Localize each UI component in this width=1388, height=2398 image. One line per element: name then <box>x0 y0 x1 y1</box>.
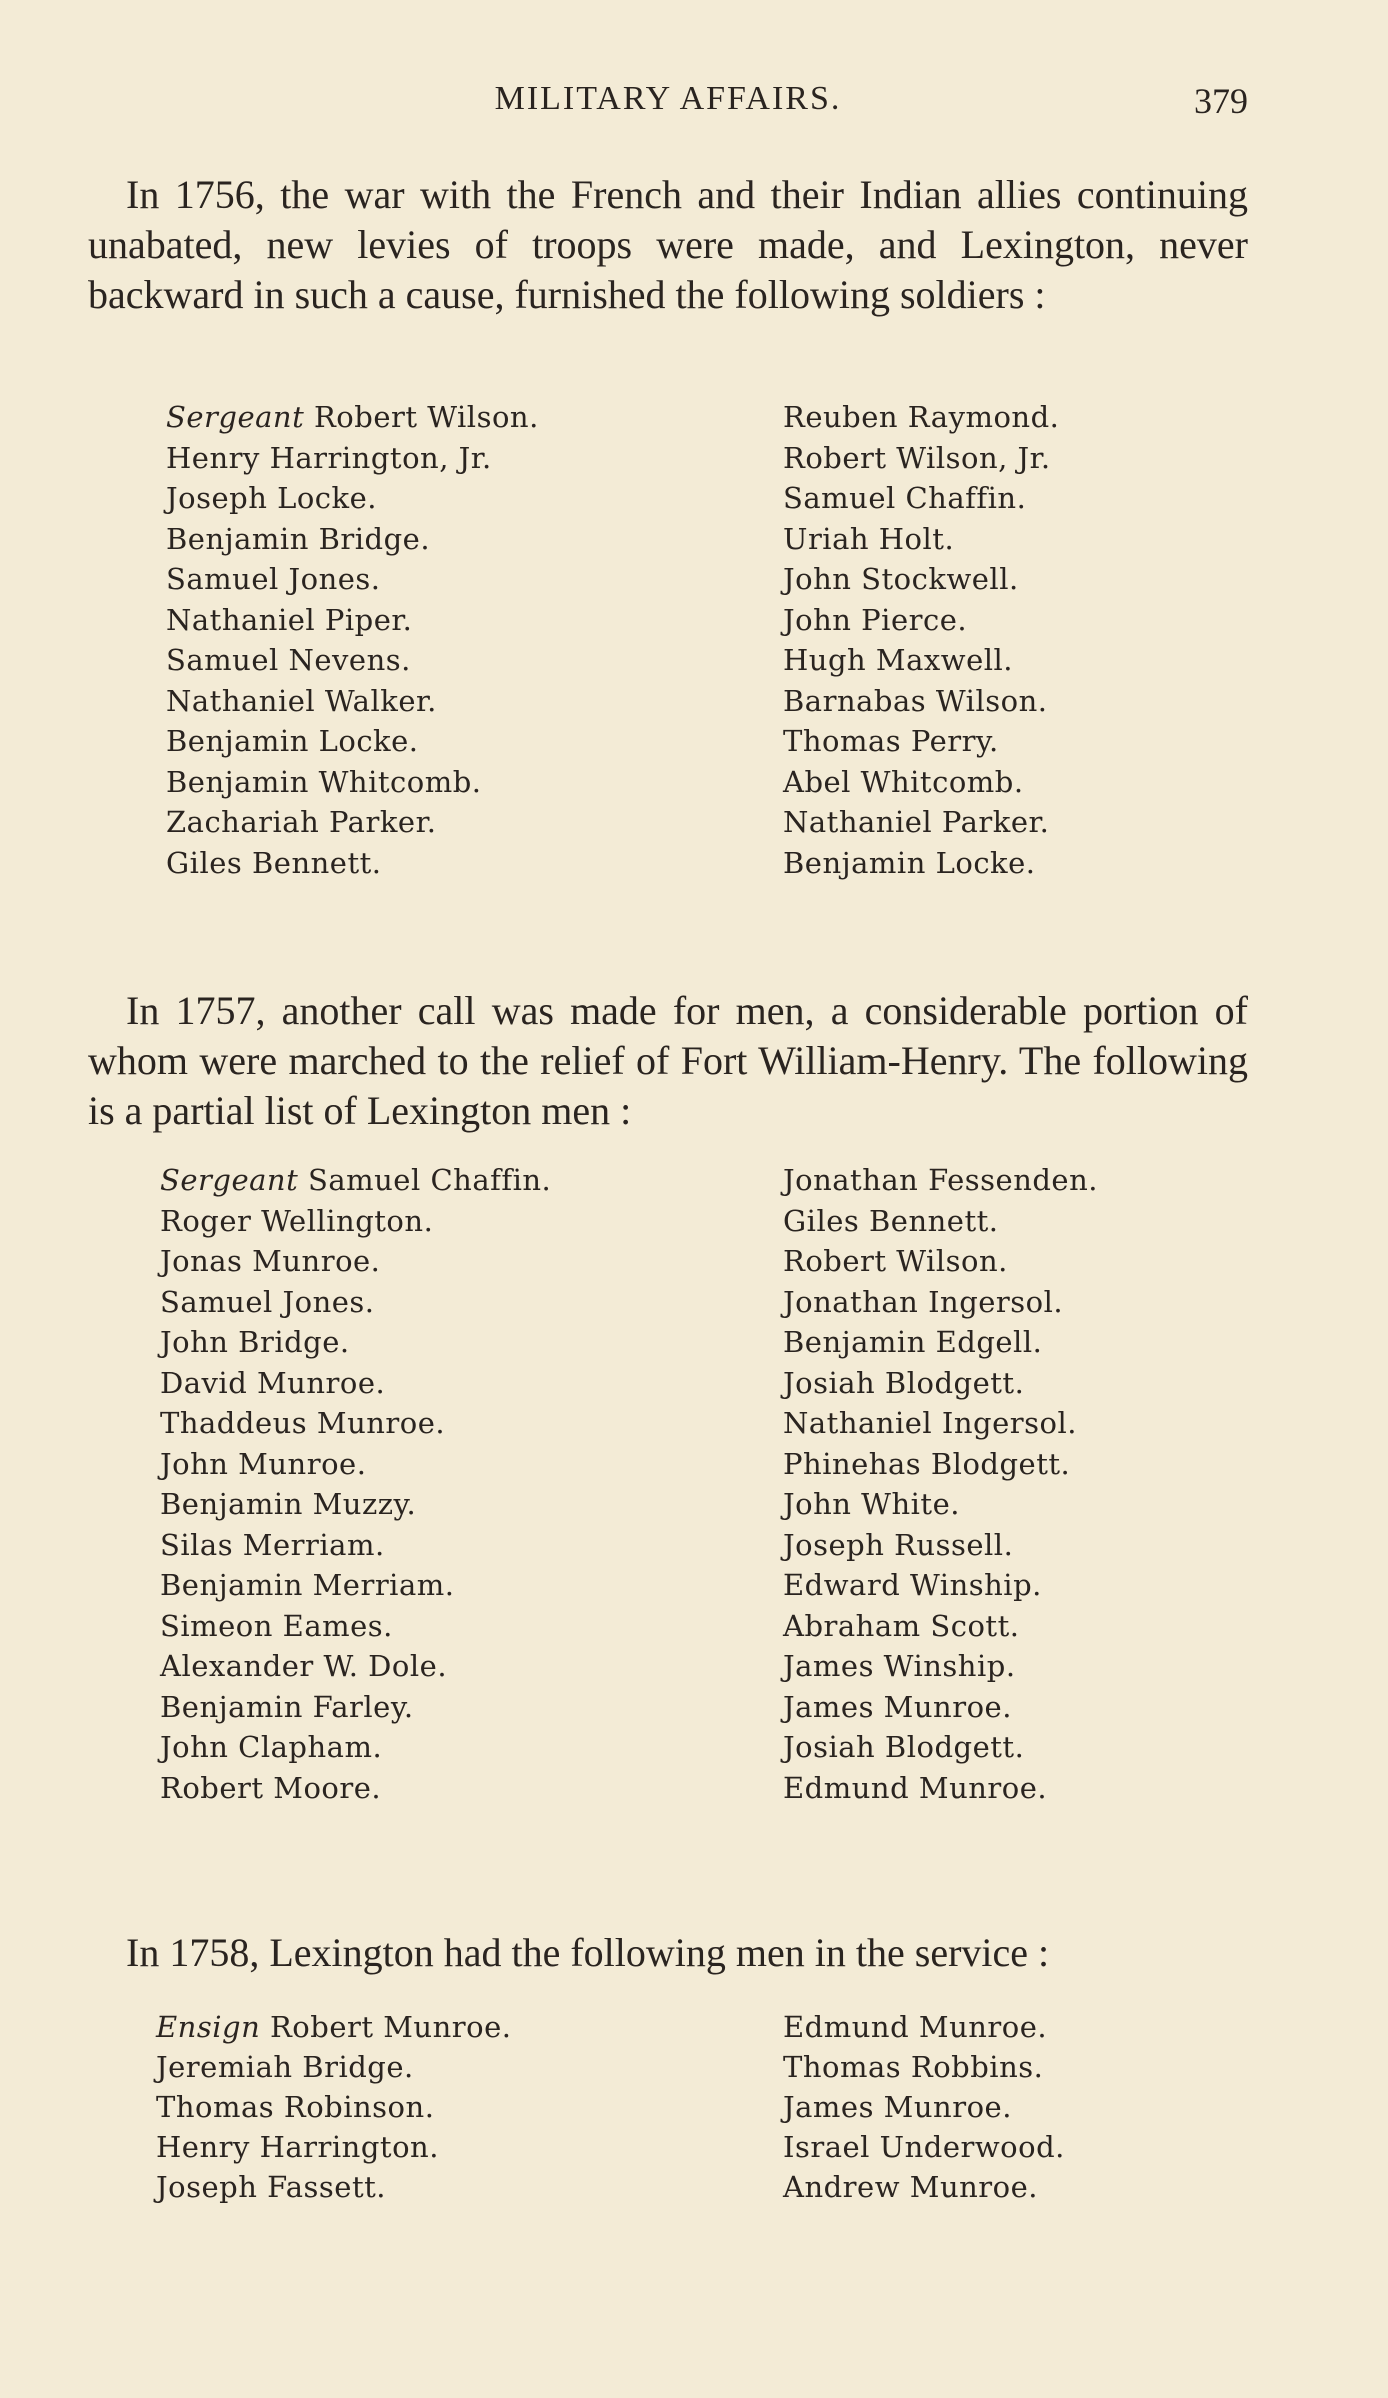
paragraph-1758: In 1758, Lexington had the following men in the service : <box>126 1930 1050 1975</box>
soldier-entry <box>166 643 726 684</box>
soldier-name: Alexander W. Dole. <box>160 1649 448 1683</box>
soldier-entry <box>160 1163 720 1204</box>
soldier-entry <box>160 1447 720 1488</box>
soldier-name: Josiah Blodgett. <box>783 1730 1025 1764</box>
soldier-name: Robert Wilson. <box>313 400 539 434</box>
roster-right-column <box>783 400 1343 886</box>
soldier-name: Joseph Locke. <box>166 481 378 515</box>
soldier-name: Uriah Holt. <box>783 521 955 556</box>
soldier-name: Thomas Perry. <box>783 724 999 758</box>
soldier-name: Silas Merriam. <box>160 1527 385 1562</box>
roster-left-column <box>160 1163 720 1811</box>
soldier-entry <box>160 1285 720 1326</box>
soldier-name: James Winship. <box>783 1649 1016 1683</box>
soldier-name: Henry Harrington, Jr. <box>166 440 492 475</box>
soldier-name: Samuel Nevens. <box>166 643 411 677</box>
soldier-name: Josiah Blodgett. <box>783 1365 1025 1400</box>
soldier-name: John White. <box>783 1487 960 1521</box>
running-title: MILITARY AFFAIRS. <box>494 80 842 117</box>
soldier-name: Benjamin Farley. <box>160 1689 414 1724</box>
soldier-name: Abraham Scott. <box>783 1608 1020 1643</box>
soldier-entry <box>160 1487 720 1528</box>
roster-left-column <box>156 2010 716 2210</box>
soldier-entry <box>156 2170 716 2210</box>
soldier-name: Barnabas Wilson. <box>783 683 1048 718</box>
soldier-name: Jonathan Ingersol. <box>783 1284 1064 1319</box>
soldier-name: Robert Wilson, Jr. <box>783 440 1051 475</box>
paragraph-1757: In 1757, another call was made for men, a considerable portion of whom were marched to the relief of Fort William-Henry. The following is a partial list of Lexington men : <box>88 988 1248 1133</box>
soldier-entry <box>166 400 726 441</box>
soldier-name: James Munroe. <box>783 2090 1012 2124</box>
soldier-name: Simeon Eames. <box>160 1608 393 1643</box>
soldier-entry <box>166 846 726 887</box>
soldier-entry <box>166 481 726 522</box>
soldier-name: John Pierce. <box>783 602 968 637</box>
soldier-name: Joseph Fassett. <box>156 2170 386 2204</box>
soldier-entry <box>166 603 726 644</box>
soldier-entry <box>166 441 726 482</box>
soldier-entry <box>156 2050 716 2090</box>
soldier-name: Thomas Robbins. <box>783 2050 1044 2084</box>
soldier-entry <box>160 1771 720 1812</box>
paragraph-1756: In 1756, the war with the French and their Indian allies continuing unabated, new levies of troops were made, and Lexington, never backward in such a cause, furnished the following soldiers : <box>88 172 1248 317</box>
soldier-entry <box>160 1406 720 1447</box>
soldier-name: Benjamin Whitcomb. <box>166 764 482 799</box>
soldier-name: Samuel Chaffin. <box>307 1163 552 1197</box>
soldier-name: Thaddeus Munroe. <box>160 1406 446 1440</box>
soldier-entry <box>166 765 726 806</box>
soldier-name: John Munroe. <box>160 1446 367 1481</box>
soldier-entry <box>160 1366 720 1407</box>
soldier-name: Jeremiah Bridge. <box>156 2050 414 2084</box>
page-header <box>88 80 1248 140</box>
soldier-name: Edward Winship. <box>783 1568 1042 1602</box>
soldier-name: Benjamin Muzzy. <box>160 1487 417 1521</box>
soldier-name: Benjamin Merriam. <box>160 1568 455 1602</box>
soldier-name: Nathaniel Ingersol. <box>783 1406 1077 1440</box>
soldier-entry <box>166 684 726 725</box>
soldier-name: Nathaniel Parker. <box>783 805 1050 839</box>
soldier-name: David Munroe. <box>160 1365 386 1400</box>
soldier-name: Zachariah Parker. <box>166 805 437 839</box>
soldier-entry <box>160 1730 720 1771</box>
soldier-name: Samuel Jones. <box>166 562 381 596</box>
soldier-entry <box>166 724 726 765</box>
soldier-name: Robert Munroe. <box>269 2010 512 2044</box>
soldier-name: Joseph Russell. <box>783 1527 1014 1562</box>
soldier-name: Abel Whitcomb. <box>783 764 1024 799</box>
soldier-entry <box>166 522 726 563</box>
soldier-name: John Clapham. <box>160 1730 383 1764</box>
soldier-entry <box>156 2090 716 2130</box>
soldier-entry <box>160 1528 720 1569</box>
soldier-rank: Sergeant <box>160 1163 299 1197</box>
soldier-name: Benjamin Locke. <box>783 845 1036 880</box>
soldier-entry <box>160 1609 720 1650</box>
soldier-name: Nathaniel Piper. <box>166 602 413 637</box>
soldier-entry <box>160 1325 720 1366</box>
soldier-entry <box>160 1244 720 1285</box>
soldier-name: Samuel Jones. <box>160 1284 375 1319</box>
soldier-name: Roger Wellington. <box>160 1203 434 1238</box>
soldier-entry <box>160 1204 720 1245</box>
book-page <box>88 0 1248 2398</box>
soldier-name: Giles Bennett. <box>783 1203 999 1238</box>
soldier-name: Andrew Munroe. <box>783 2170 1039 2204</box>
roster-left-column <box>166 400 726 886</box>
soldier-name: Edmund Munroe. <box>783 2010 1048 2044</box>
soldier-name: Henry Harrington. <box>156 2130 439 2164</box>
soldier-rank: Sergeant <box>166 400 305 434</box>
soldier-name: Giles Bennett. <box>166 845 382 880</box>
soldier-name: John Stockwell. <box>783 562 1019 596</box>
soldier-name: Israel Underwood. <box>783 2130 1065 2164</box>
soldier-name: Benjamin Edgell. <box>783 1325 1043 1359</box>
soldier-name: Benjamin Bridge. <box>166 521 431 556</box>
soldier-name: Nathaniel Walker. <box>166 683 437 718</box>
soldier-rank: Ensign <box>156 2010 261 2044</box>
soldier-entry <box>166 562 726 603</box>
soldier-name: Thomas Robinson. <box>156 2090 435 2124</box>
soldier-name: Reuben Raymond. <box>783 400 1060 434</box>
soldier-entry <box>160 1690 720 1731</box>
soldier-entry <box>166 805 726 846</box>
roster-right-column <box>783 1163 1343 1811</box>
soldier-name: Robert Moore. <box>160 1770 382 1805</box>
soldier-entry <box>156 2130 716 2170</box>
soldier-name: Benjamin Locke. <box>166 724 419 758</box>
soldier-name: John Bridge. <box>160 1325 350 1359</box>
soldier-entry <box>160 1649 720 1690</box>
soldier-name: Jonathan Fessenden. <box>783 1163 1098 1197</box>
soldier-name: Edmund Munroe. <box>783 1770 1048 1805</box>
roster-right-column <box>783 2010 1343 2210</box>
soldier-entry <box>156 2010 716 2050</box>
soldier-name: James Munroe. <box>783 1689 1012 1724</box>
soldier-name: Samuel Chaffin. <box>783 481 1027 515</box>
soldier-name: Phinehas Blodgett. <box>783 1446 1071 1481</box>
page-number: 379 <box>1194 81 1248 121</box>
soldier-name: Jonas Munroe. <box>160 1244 381 1278</box>
soldier-entry <box>160 1568 720 1609</box>
soldier-name: Hugh Maxwell. <box>783 643 1014 677</box>
soldier-name: Robert Wilson. <box>783 1244 1008 1278</box>
